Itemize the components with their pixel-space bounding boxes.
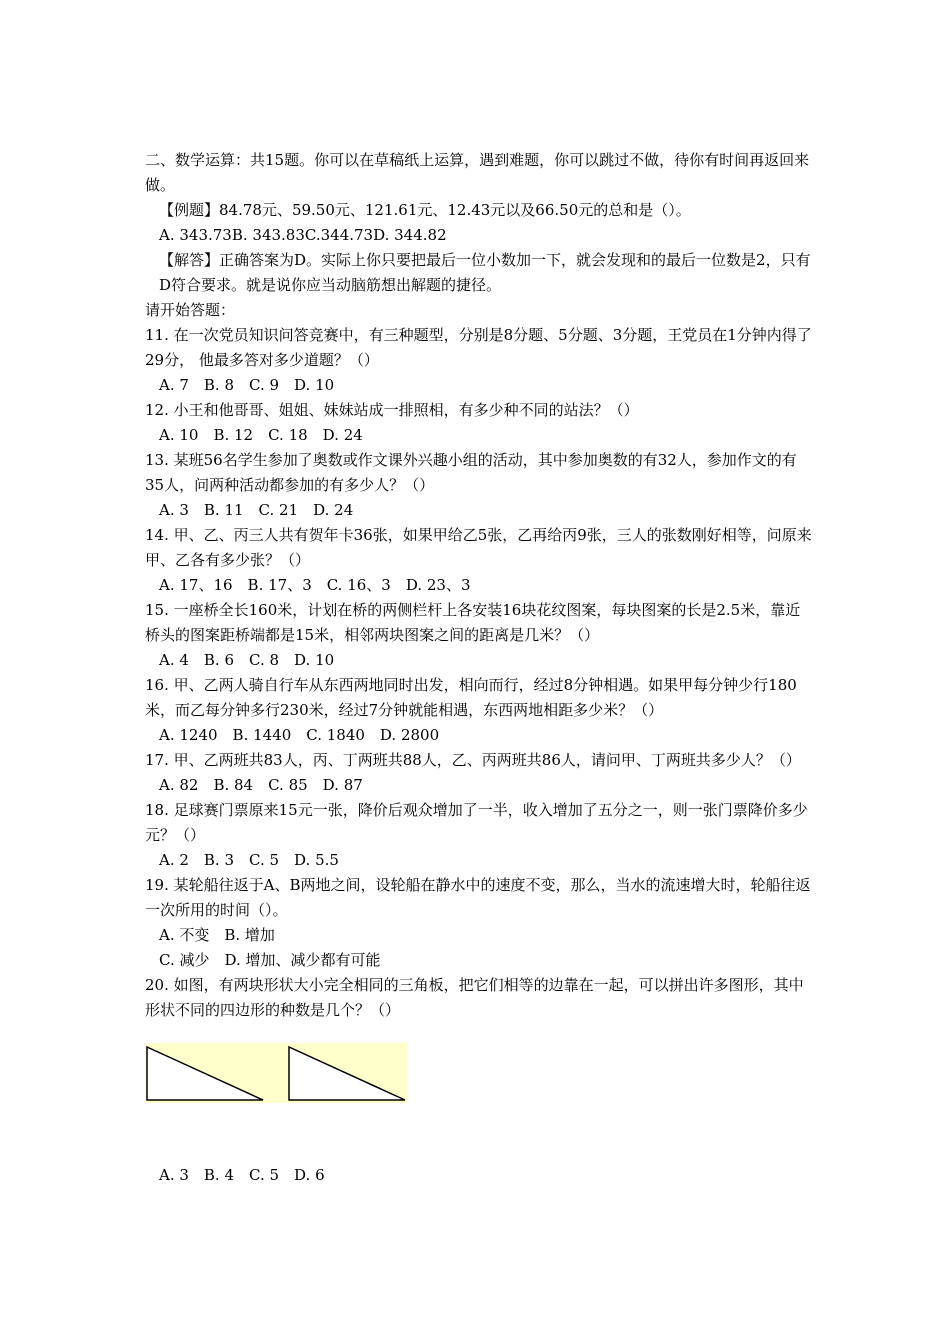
question-20-options: A. 3 B. 4 C. 5 D. 6 — [159, 1166, 325, 1184]
example-answer: 【解答】正确答案为D。实际上你只要把最后一位小数加一下，就会发现和的最后一位数是2，只有D符合要求。就是说你应当动脑筋想出解题的捷径。 — [159, 251, 811, 294]
question-15-options: A. 4 B. 6 C. 8 D. 10 — [159, 651, 335, 669]
start-instruction: 请开始答题： — [145, 301, 236, 319]
question-18: 18. 足球赛门票原来15元一张，降价后观众增加了一半，收入增加了五分之一，则一张门票降价多少元？（） — [145, 801, 808, 844]
question-11-options: A. 7 B. 8 C. 9 D. 10 — [159, 376, 335, 394]
section-heading: 二、数学运算：共15题。你可以在草稿纸上运算，遇到难题，你可以跳过不做，待你有时间再返回来做。 — [145, 151, 810, 194]
figure-background — [145, 1043, 407, 1103]
triangle-left — [147, 1047, 263, 1100]
question-13-options: A. 3 B. 11 C. 21 D. 24 — [159, 501, 354, 519]
question-17: 17. 甲、乙两班共83人，丙、丁两班共88人，乙、丙两班共86人，请问甲、丁两班共多少人？（） — [145, 751, 801, 769]
question-17-options: A. 82 B. 84 C. 85 D. 87 — [159, 776, 363, 794]
triangles-drawing — [145, 1043, 407, 1103]
question-15: 15. 一座桥全长160米，计划在桥的两侧栏杆上各安装16块花纹图案，每块图案的长是2.5米，靠近桥头的图案距桥端都是15米，相邻两块图案之间的距离是几米？（） — [145, 601, 801, 644]
question-18-options: A. 2 B. 3 C. 5 D. 5.5 — [159, 851, 339, 869]
example-question: 【例题】84.78元、59.50元、121.61元、12.43元以及66.50元的总和是（）。 — [159, 201, 691, 219]
question-12: 12. 小王和他哥哥、姐姐、妹妹站成一排照相，有多少种不同的站法？（） — [145, 401, 639, 419]
example-options: A. 343.73B. 343.83C.344.73D. 344.82 — [159, 226, 447, 244]
question-19: 19. 某轮船往返于A、B两地之间，设轮船在静水中的速度不变，那么，当水的流速增大时，轮船往返一次所用的时间（）。 — [145, 876, 811, 919]
question-11: 11. 在一次党员知识问答竞赛中，有三种题型，分别是8分题、5分题、3分题，王党员在1分钟内得了29分， 他最多答对多少道题？（） — [145, 326, 812, 369]
question-19-options-line1: A. 不变 B. 增加 — [159, 926, 275, 944]
triangle-right — [289, 1047, 405, 1100]
document-content — [145, 148, 815, 1188]
question-19-options-line2: C. 减少 D. 增加、减少都有可能 — [159, 951, 381, 969]
question-14-options: A. 17、16 B. 17、3 C. 16、3 D. 23、3 — [159, 576, 471, 594]
question-20: 20. 如图，有两块形状大小完全相同的三角板，把它们相等的边靠在一起，可以拼出许多图形，其中形状不同的四边形的种数是几个？（） — [145, 976, 804, 1019]
question-14: 14. 甲、乙、丙三人共有贺年卡36张，如果甲给乙5张，乙再给丙9张，三人的张数刚好相等，问原来甲、乙各有多少张？（） — [145, 526, 812, 569]
question-16: 16. 甲、乙两人骑自行车从东西两地同时出发，相向而行，经过8分钟相遇。如果甲每分钟少行180米，而乙每分钟多行230米，经过7分钟就能相遇，东西两地相距多少米？（） — [145, 676, 797, 719]
question-13: 13. 某班56名学生参加了奥数或作文课外兴趣小组的活动，其中参加奥数的有32人，参加作文的有35人，问两种活动都参加的有多少人？（） — [145, 451, 797, 494]
question-12-options: A. 10 B. 12 C. 18 D. 24 — [159, 426, 363, 444]
triangle-figure — [145, 1023, 815, 1163]
question-16-options: A. 1240 B. 1440 C. 1840 D. 2800 — [159, 726, 440, 744]
